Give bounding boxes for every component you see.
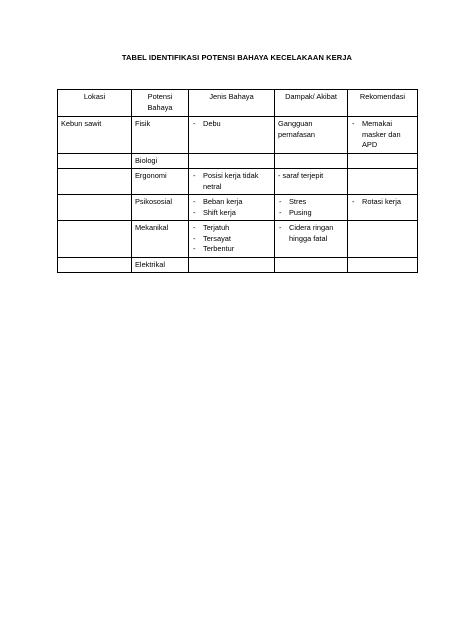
cell-potensi: Ergonomi	[132, 169, 189, 195]
header-jenis-bahaya: Jenis Bahaya	[189, 90, 275, 117]
cell-lokasi	[58, 257, 132, 273]
list-item: - Tersayat	[192, 234, 271, 245]
cell-lokasi	[58, 195, 132, 221]
cell-potensi: Fisik	[132, 117, 189, 154]
cell-dampak	[275, 221, 348, 258]
list-item: - Cidera ringan hingga fatal	[278, 223, 344, 244]
table-row	[58, 257, 418, 273]
cell-jenis	[189, 169, 275, 195]
cell-rekomendasi	[348, 117, 418, 154]
cell-dampak	[275, 195, 348, 221]
header-potensi-bahaya	[132, 90, 189, 117]
cell-lokasi	[58, 221, 132, 258]
table-row	[58, 117, 418, 154]
list-item: - Terjatuh	[192, 223, 271, 234]
cell-lokasi	[58, 153, 132, 169]
list-item: - Terbentur	[192, 244, 271, 255]
list-item: - Posisi kerja tidak netral	[192, 171, 271, 192]
header-dampak-akibat: Dampak/ Akibat	[275, 90, 348, 117]
cell-jenis	[189, 117, 275, 154]
cell-lokasi	[58, 169, 132, 195]
list-item: - Memakai masker dan APD	[351, 119, 414, 151]
cell-rekomendasi	[348, 221, 418, 258]
cell-potensi: Psikososial	[132, 195, 189, 221]
cell-lokasi: Kebun sawit	[58, 117, 132, 154]
cell-rekomendasi	[348, 257, 418, 273]
cell-rekomendasi	[348, 195, 418, 221]
list-item: - Stres	[278, 197, 344, 208]
list-item: - Pusing	[278, 208, 344, 219]
header-rekomendasi: Rekomendasi	[348, 90, 418, 117]
cell-potensi: Biologi	[132, 153, 189, 169]
cell-dampak: - saraf terjepit	[275, 169, 348, 195]
list-item: - Rotasi kerja	[351, 197, 414, 208]
cell-dampak	[275, 257, 348, 273]
cell-potensi: Mekanikal	[132, 221, 189, 258]
header-potensi-line1: Potensi	[147, 92, 173, 101]
table-row	[58, 153, 418, 169]
header-potensi-line2: Bahaya	[147, 102, 173, 112]
list-item: - Debu	[192, 119, 271, 130]
page-title: TABEL IDENTIFIKASI POTENSI BAHAYA KECELAKAAN KERJA	[121, 53, 353, 62]
cell-jenis	[189, 195, 275, 221]
cell-jenis	[189, 153, 275, 169]
cell-jenis	[189, 257, 275, 273]
cell-jenis	[189, 221, 275, 258]
cell-dampak: Gangguan pernafasan	[275, 117, 348, 154]
hazard-identification-table	[57, 89, 418, 273]
table-row	[58, 195, 418, 221]
cell-potensi: Elektrikal	[132, 257, 189, 273]
cell-dampak	[275, 153, 348, 169]
list-item: - Beban kerja	[192, 197, 271, 208]
table-header-row	[58, 90, 418, 117]
header-lokasi: Lokasi	[58, 90, 132, 117]
list-item: - Shift kerja	[192, 208, 271, 219]
cell-rekomendasi	[348, 153, 418, 169]
table-row	[58, 169, 418, 195]
cell-rekomendasi	[348, 169, 418, 195]
table-row	[58, 221, 418, 258]
